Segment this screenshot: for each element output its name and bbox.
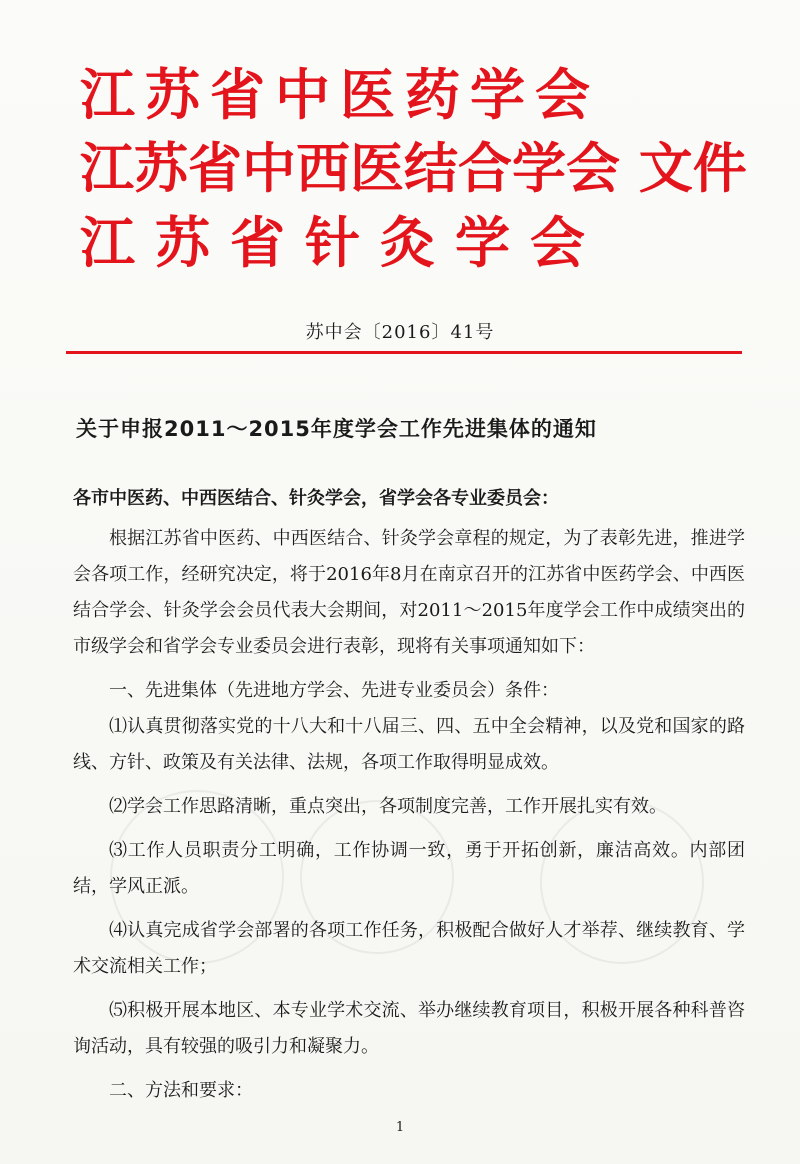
org-name-line: 江苏省中西医结合学会 文件 — [80, 137, 747, 200]
document-header — [80, 58, 770, 280]
addressee: 各市中医药、中西医结合、针灸学会，省学会各专业委员会： — [73, 488, 559, 509]
condition-item: ⑵学会工作思路清晰，重点突出，各项制度完善，工作开展扎实有效。 — [109, 796, 667, 817]
org-name-line: 江苏省针灸学会 — [80, 211, 606, 275]
condition-item: ⑶工作人员职责分工明确，工作协调一致，勇于开拓创新，廉洁高效。内部团结，学风正派。 — [73, 840, 745, 897]
red-divider-line — [66, 351, 742, 354]
section-heading: 一、先进集体（先进地方学会、先进专业委员会）条件： — [109, 680, 559, 701]
body-paragraph: 根据江苏省中医药、中西医结合、针灸学会章程的规定，为了表彰先进，推进学会各项工作，经研究决定，将于2016年8月在南京召开的江苏省中医药学会、中西医结合学会、针灸学会会员代表大会期间，对2011～2015年度学会工作中成绩突出的市级学会和省学会专业委员会进行表彰，现将有关事项通知如下： — [73, 528, 745, 657]
condition-item: ⑴认真贯彻落实党的十八大和十八届三、四、五中全会精神，以及党和国家的路线、方针、政策及有关法律、法规，各项工作取得明显成效。 — [73, 716, 745, 773]
page-number: 1 — [395, 1120, 405, 1135]
condition-item: ⑸积极开展本地区、本专业学术交流、举办继续教育项目，积极开展各种科普咨询活动，具有较强的吸引力和凝聚力。 — [73, 1000, 745, 1057]
section-heading: 二、方法和要求： — [109, 1080, 253, 1101]
org-name-line: 江苏省中医药学会 — [80, 63, 601, 127]
condition-item: ⑷认真完成省学会部署的各项工作任务，积极配合做好人才举荐、继续教育、学术交流相关工作； — [73, 920, 745, 977]
document-body — [73, 521, 745, 1117]
document-number: 苏中会〔2016〕41号 — [305, 322, 495, 343]
document-title: 关于申报2011～2015年度学会工作先进集体的通知 — [76, 417, 597, 441]
